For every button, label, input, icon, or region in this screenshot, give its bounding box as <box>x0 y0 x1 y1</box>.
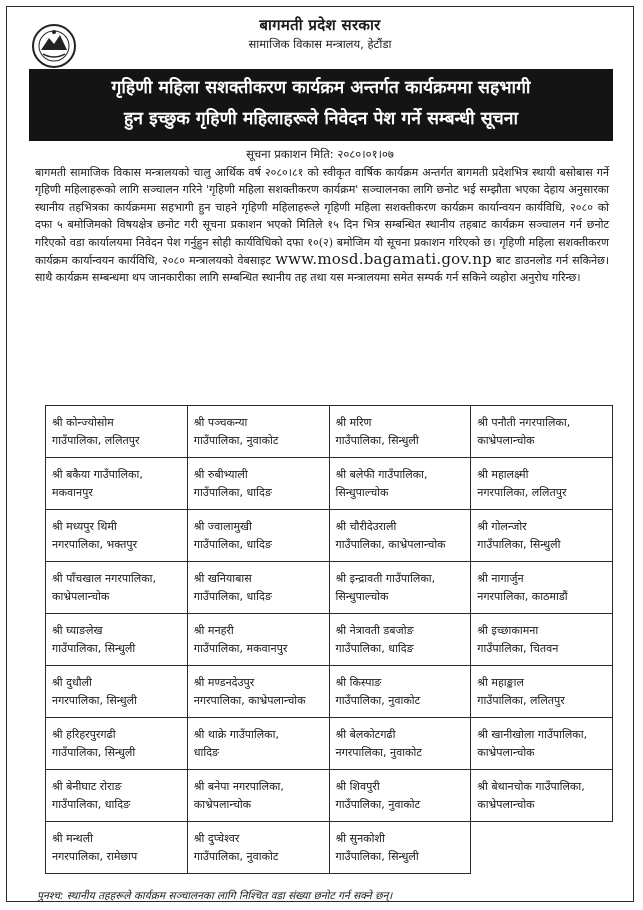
local-level-cell <box>329 510 471 562</box>
local-level-name: श्री नेत्रावती डबजोङ <box>335 623 414 637</box>
empty-cell <box>471 822 613 874</box>
local-level-name: श्री सुनकोशी <box>335 831 385 845</box>
local-level-district: गाउँपालिका, नुवाकोट <box>335 693 421 707</box>
local-level-name: श्री रुबीभ्याली <box>193 467 248 481</box>
local-level-cell <box>187 770 329 822</box>
local-levels-row <box>46 510 613 562</box>
footer-note: पुनश्च: स्थानीय तहहरूले कार्यक्रम सञ्चालनका लागि निश्चित वडा संख्या छनोट गर्न सक्ने छन्। <box>37 890 393 902</box>
headline-line-2: हुन इच्छुक गृहिणी महिलाहरूले निवेदन पेश गर्ने सम्बन्धी सूचना <box>123 109 518 129</box>
government-title: बागमती प्रदेश सरकार <box>259 16 381 34</box>
local-level-district: सिन्धुपाल्चोक <box>335 589 389 603</box>
local-level-name: श्री बेलकोटगढी <box>335 727 396 741</box>
local-level-cell <box>46 822 188 874</box>
local-level-cell <box>471 406 613 458</box>
local-level-name: श्री महालक्ष्मी <box>477 467 529 481</box>
local-level-district: गाउँपालिका, नुवाकोट <box>193 433 279 447</box>
local-level-district: गाउँपालिका, नुवाकोट <box>193 849 279 863</box>
local-level-name: श्री बनेपा नगरपालिका, <box>193 779 284 793</box>
notice-body <box>35 164 609 287</box>
local-level-cell <box>471 510 613 562</box>
local-level-district: गाउँपालिका, नुवाकोट <box>335 797 421 811</box>
notice-page <box>6 6 634 902</box>
local-level-cell <box>329 666 471 718</box>
local-level-district: गाउँपालिका, सिन्धुली <box>477 537 561 551</box>
local-level-cell <box>187 666 329 718</box>
local-level-name: श्री बकैया गाउँपालिका, <box>52 467 143 481</box>
ministry-name: सामाजिक विकास मन्त्रालय, हेटौंडा <box>248 37 392 51</box>
local-levels-row <box>46 718 613 770</box>
local-level-name: श्री बेनीघाट रोराङ <box>52 779 122 793</box>
local-levels-row <box>46 406 613 458</box>
local-level-district: नगरपालिका, सिन्धुली <box>52 693 137 707</box>
local-level-district: काभ्रेपलान्चोक <box>477 797 535 811</box>
local-level-district: गाउँपालिका, धादिङ <box>52 797 131 811</box>
local-level-district: गाउँपालिका, सिन्धुली <box>335 849 419 863</box>
local-level-cell <box>329 406 471 458</box>
local-level-name: श्री पनौती नगरपालिका, <box>477 415 571 429</box>
local-level-cell <box>46 458 188 510</box>
local-level-cell <box>471 666 613 718</box>
local-level-name: श्री थाक्रे गाउँपालिका, <box>193 727 279 741</box>
local-level-name: श्री महाङ्काल <box>477 675 524 689</box>
local-level-district: नगरपालिका, काठमाडौं <box>477 589 568 603</box>
local-level-cell <box>46 666 188 718</box>
local-level-district: धादिङ <box>193 745 220 759</box>
local-level-district: गाउँपालिका, काभ्रेपलान्चोक <box>335 537 446 551</box>
local-level-name: श्री हरिहरपुरगढी <box>52 727 116 741</box>
local-level-district: गाउँपालिका, ललितपुर <box>477 693 565 707</box>
local-level-cell <box>329 770 471 822</box>
local-level-district: गाउँपालिका, ललितपुर <box>52 433 140 447</box>
local-level-name: श्री इन्द्रावती गाउँपालिका, <box>335 571 436 585</box>
local-level-cell <box>187 510 329 562</box>
local-level-district: गाउँपालिका, धादिङ <box>193 589 272 603</box>
local-level-cell <box>46 770 188 822</box>
local-level-name: श्री दुधौली <box>52 675 92 689</box>
local-level-district: गाउँपालिका, धादिङ <box>335 641 414 655</box>
local-levels-row <box>46 458 613 510</box>
local-level-cell <box>187 614 329 666</box>
local-levels-row <box>46 822 613 874</box>
notice-paragraph-part-1: बागमती सामाजिक विकास मन्त्रालयको चालु आर्थिक वर्ष २०८०।८१ को स्वीकृत वार्षिक कार्यक्रम अन्तर्गत बागमती प्रदेशभित्र स्थायी बसोबास गर्ने गृहिणी महिलाहरूको लागि सञ्चालन गरिने 'गृहिणी महिला सशक्तीकरण कार्यक्रम' सञ्चालनका लागि छनोट भई सम्झौता भएका देहाय अनुसारका स्थानीय तहभित्रका कार्यक्रममा सहभागी हुन चाहने गृहिणी महिलाहरूले गृहिणी महिला सशक्तीकरण कार्यक्रम कार्यान्वयन कार्यविधि, २०८० को दफा ५ बमोजिमको विषयक्षेत्र छनोट गरी सूचना प्रकाशन भएको मितिले १५ दिन भित्र सम्बन्धित स्थानीय तहबाट कार्यक्रम सञ्चालन गर्न छनोट गरिएको वडा कार्यालयमा निवेदन पेश गर्नुहुन सोही कार्यविधिको दफा १०(२) बमोजिम यो सूचना प्रकाशन गरिएको छ। गृहिणी महिला सशक्तीकरण कार्यक्रम कार्यान्वयन कार्यविधि, २०८० मन्त्रालयको वेबसाइट <box>35 166 609 268</box>
local-levels-table <box>45 405 613 874</box>
ministry-website-url: www.mosd.bagamati.gov.np <box>275 250 492 269</box>
local-level-name: श्री किस्पाङ <box>335 675 382 689</box>
local-level-cell <box>187 718 329 770</box>
local-level-district: गाउँपालिका, सिन्धुली <box>52 745 136 759</box>
local-level-name: श्री पाँचखाल नगरपालिका, <box>52 571 157 585</box>
local-level-cell <box>187 458 329 510</box>
local-level-district: नगरपालिका, रामेछाप <box>52 849 138 863</box>
local-level-name: श्री मध्यपुर थिमी <box>52 519 117 533</box>
local-level-district: गाउँपालिका, चितवन <box>477 641 559 655</box>
local-level-district: नगरपालिका, भक्तपुर <box>52 537 138 551</box>
local-level-cell <box>46 562 188 614</box>
local-level-cell <box>46 718 188 770</box>
local-level-cell <box>329 458 471 510</box>
local-level-cell <box>329 614 471 666</box>
local-level-cell <box>187 406 329 458</box>
local-level-cell <box>46 510 188 562</box>
local-level-cell <box>471 770 613 822</box>
local-level-name: श्री ज्वालामुखी <box>193 519 252 533</box>
local-level-cell <box>471 614 613 666</box>
local-level-district: काभ्रेपलान्चोक <box>477 745 535 759</box>
local-levels-row <box>46 562 613 614</box>
local-level-name: श्री दुप्चेश्वर <box>193 831 240 845</box>
local-level-district: नगरपालिका, काभ्रेपलान्चोक <box>193 693 306 707</box>
notice-publication-date: सूचना प्रकाशन मिति: २०८०।०१।०७ <box>246 147 394 161</box>
local-level-cell <box>471 562 613 614</box>
local-level-cell <box>329 562 471 614</box>
local-level-name: श्री खानीखोला गाउँपालिका, <box>477 727 588 741</box>
local-level-cell <box>471 718 613 770</box>
notice-paragraph-part-2: बाट डाउनलोड गर्न सकिनेछ। साथै कार्यक्रम सम्बन्धमा थप जानकारीका लागि सम्बन्धित स्थानीय तह तथा यस मन्त्रालयमा समेत सम्पर्क गर्न सकिने व्यहोरा अनुरोध गरिन्छ। <box>35 254 610 285</box>
local-level-cell <box>471 458 613 510</box>
local-level-district: नगरपालिका, ललितपुर <box>477 485 567 499</box>
local-level-cell <box>329 822 471 874</box>
local-level-name: श्री मरिण <box>335 415 372 429</box>
local-level-district: नगरपालिका, नुवाकोट <box>335 745 422 759</box>
local-level-name: श्री शिवपुरी <box>335 779 380 793</box>
local-level-district: काभ्रेपलान्चोक <box>52 589 110 603</box>
local-level-district: गाउँपालिका, सिन्धुली <box>52 641 136 655</box>
local-levels-row <box>46 614 613 666</box>
local-level-cell <box>329 718 471 770</box>
headline-line-1: गृहिणी महिला सशक्तीकरण कार्यक्रम अन्तर्गत कार्यक्रममा सहभागी <box>111 78 531 98</box>
local-level-district: मकवानपुर <box>52 485 93 499</box>
local-level-district: सिन्धुपाल्चोक <box>335 485 389 499</box>
local-level-name: श्री मनहरी <box>193 623 234 637</box>
local-level-name: श्री चौरीदेउराली <box>335 519 397 533</box>
local-level-name: श्री गोलन्जोर <box>477 519 527 533</box>
local-level-name: श्री नागार्जुन <box>477 571 524 585</box>
local-level-name: श्री मन्थली <box>52 831 93 845</box>
local-level-district: गाउँपालिका, मकवानपुर <box>193 641 288 655</box>
local-level-cell <box>46 406 188 458</box>
notice-headline-banner <box>29 69 613 141</box>
local-level-name: श्री घ्याङलेख <box>52 623 103 637</box>
local-level-name: श्री इच्छाकामना <box>477 623 539 637</box>
local-level-name: श्री बेथानचोक गाउँपालिका, <box>477 779 585 793</box>
local-level-district: गाउँपालिका, सिन्धुली <box>335 433 419 447</box>
local-level-cell <box>187 822 329 874</box>
local-level-district: गाउँपालिका, धादिङ <box>193 537 272 551</box>
local-level-cell <box>187 562 329 614</box>
local-level-name: श्री बलेफी गाउँपालिका, <box>335 467 428 481</box>
local-level-name: श्री खनियाबास <box>193 571 252 585</box>
local-level-district: काभ्रेपलान्चोक <box>193 797 252 811</box>
local-levels-row <box>46 666 613 718</box>
local-level-name: श्री पञ्चकन्या <box>193 415 248 429</box>
local-level-district: काभ्रेपलान्चोक <box>477 433 535 447</box>
local-level-name: श्री मण्डनदेउपुर <box>193 675 255 689</box>
local-level-district: गाउँपालिका, धादिङ <box>193 485 272 499</box>
local-level-cell <box>46 614 188 666</box>
local-levels-row <box>46 770 613 822</box>
local-level-name: श्री कोन्ज्योसोम <box>52 415 114 429</box>
